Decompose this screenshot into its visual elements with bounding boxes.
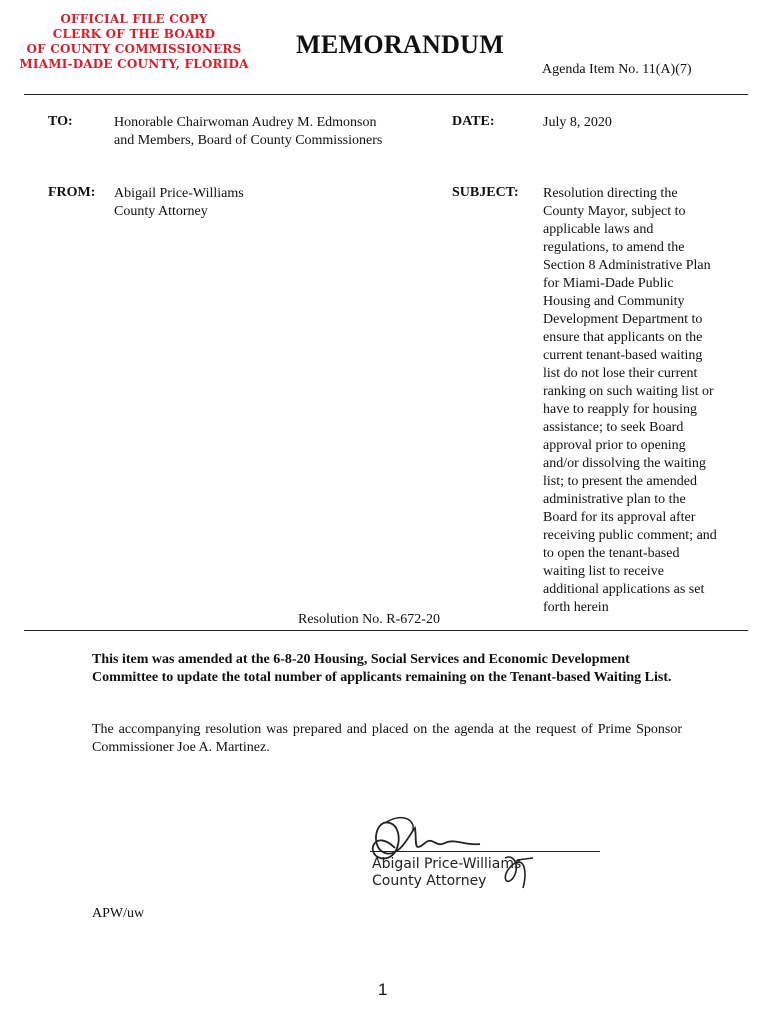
subject-line: ensure that applicants on the: [543, 330, 703, 345]
subject-line: forth herein: [543, 600, 609, 615]
subject-line: waiting list to receive: [543, 564, 664, 579]
subject-line: to open the tenant-based: [543, 546, 680, 561]
to-line: and Members, Board of County Commissioners: [114, 133, 383, 148]
subject-line: Board for its approval after: [543, 510, 696, 525]
subject-line: approval prior to opening: [543, 438, 686, 453]
amendment-note: This item was amended at the 6-8-20 Housing, Social Services and Economic Development Committee to update the total number of applicants remaining on the Tenant-based Waiting List.: [92, 652, 672, 685]
subject-line: list; to present the amended: [543, 474, 697, 489]
subject-line: current tenant-based waiting: [543, 348, 703, 363]
signature-block: [372, 856, 521, 890]
stamp-line: MIAMI-DADE COUNTY, FLORIDA: [19, 57, 249, 71]
from-sender: [114, 185, 244, 221]
to-label: TO:: [48, 114, 73, 129]
subject-line: Resolution directing the: [543, 186, 678, 201]
subject-line: ranking on such waiting list or: [543, 384, 714, 399]
subject-line: Housing and Community: [543, 294, 685, 309]
subject-line: additional applications as set: [543, 582, 705, 597]
subject-line: Development Department to: [543, 312, 703, 327]
from-label: FROM:: [48, 185, 96, 200]
subject-line: County Mayor, subject to: [543, 204, 686, 219]
from-line: Abigail Price-Williams: [114, 186, 244, 201]
header-divider: [24, 94, 748, 95]
stamp-line: OFFICIAL FILE COPY: [60, 12, 208, 26]
subject-line: applicable laws and: [543, 222, 654, 237]
subject-line: administrative plan to the: [543, 492, 686, 507]
to-line: Honorable Chairwoman Audrey M. Edmonson: [114, 115, 377, 130]
resolution-number: Resolution No. R-672-20: [298, 612, 440, 627]
official-file-copy-stamp: [14, 12, 254, 72]
stamp-line: CLERK OF THE BOARD: [52, 27, 216, 41]
subject-text: [543, 185, 738, 617]
subject-line: for Miami-Dade Public: [543, 276, 674, 291]
date-value: July 8, 2020: [543, 115, 612, 130]
signatory-name: Abigail Price-Williams: [372, 856, 522, 872]
subject-line: assistance; to seek Board: [543, 420, 684, 435]
author-initials: APW/uw: [92, 906, 145, 921]
signature-line: [370, 851, 600, 852]
body-divider: [24, 630, 748, 631]
subject-line: and/or dissolving the waiting: [543, 456, 706, 471]
subject-label: SUBJECT:: [452, 185, 519, 200]
subject-line: regulations, to amend the: [543, 240, 685, 255]
subject-line: Section 8 Administrative Plan: [543, 258, 711, 273]
signatory-title: County Attorney: [372, 873, 487, 889]
page-number: 1: [378, 980, 388, 999]
stamp-line: OF COUNTY COMMISSIONERS: [26, 42, 242, 56]
body-paragraph: The accompanying resolution was prepared and placed on the agenda at the request of Prime Sponsor Commissioner Joe A. Martinez.: [92, 722, 682, 755]
subject-line: list do not lose their current: [543, 366, 698, 381]
from-line: County Attorney: [114, 204, 208, 219]
subject-line: have to reapply for housing: [543, 402, 697, 417]
to-recipient: [114, 114, 382, 150]
memo-title: MEMORANDUM: [296, 30, 505, 59]
agenda-item-number: Agenda Item No. 11(A)(7): [542, 62, 692, 77]
date-label: DATE:: [452, 114, 495, 129]
subject-line: receiving public comment; and: [543, 528, 717, 543]
